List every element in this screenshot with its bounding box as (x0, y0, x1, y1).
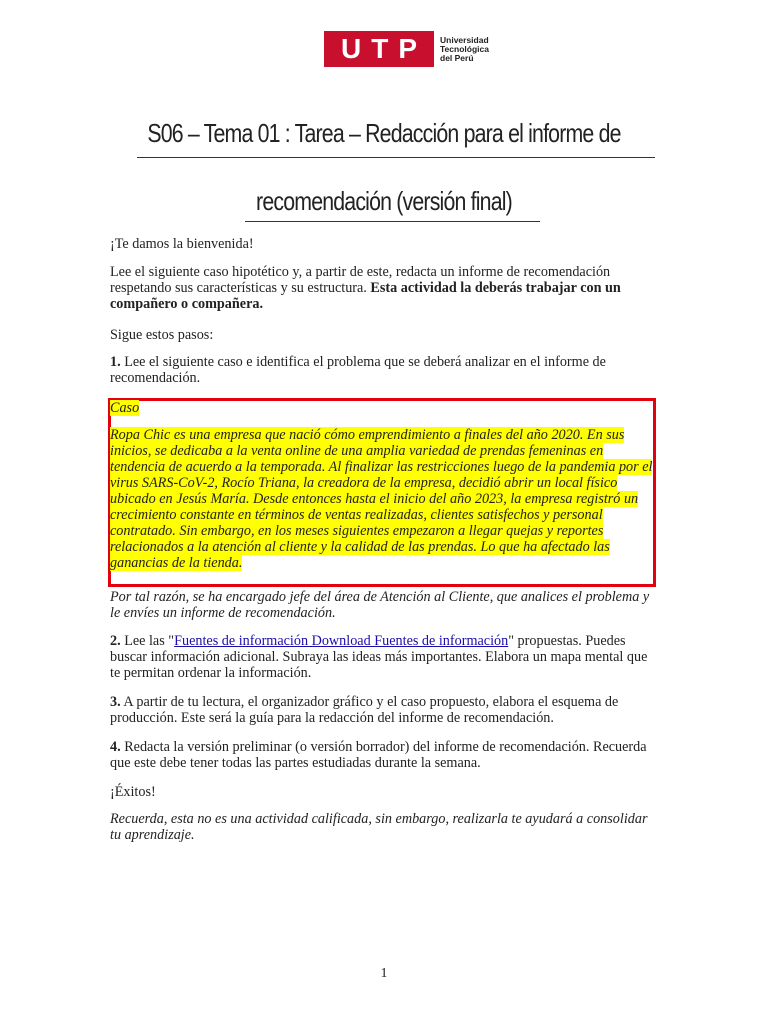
step-4-number: 4. (110, 739, 121, 755)
page-number: 1 (380, 966, 388, 981)
step-2-pre: Lee las " (120, 633, 175, 649)
case-body (110, 427, 656, 571)
logo-letter-u: U (340, 33, 362, 64)
step-4 (110, 739, 660, 771)
case-body-text: Ropa Chic es una empresa que nació cómo emprendimiento a finales del año 2020. En sus inicios, se dedicaba a la venta online de una amplia variedad de prendas femeninas en tendencia de acuerdo a la temporada. Al finalizar las restricciones luego de la pandemia por el virus SARS-CoV-2, Rocío Triana, la creadora de la empresa, decidió abrir un local físico ubicado en Jesús María. Desde entonces hasta el inicio del año 2023, la empresa registró un crecimiento constante en términos de ventas realizadas, clientes satisfechos y personal contratado. Sin embargo, en los meses siguientes empezaron a llegar quejas y reportes relacionados a la atención al cliente y la calidad de las prendas. Lo que ha afectado las ganancias de la tienda. (110, 427, 653, 571)
document-title-line-1: S06 – Tema 01 : Tarea – Redacción para el informe de (147, 118, 621, 148)
utp-logo-mark (324, 31, 434, 67)
success-text: ¡Éxitos! (110, 784, 156, 800)
step-2-post: " propuestas. Puedes buscar información adicional. Subraya las ideas más importantes. Elabora un mapa mental que te permitan ordenar la información. (110, 633, 648, 681)
fuentes-informacion-link[interactable]: Fuentes de información Download Fuentes de información (174, 633, 509, 649)
step-3-text: A partir de tu lectura, el organizador gráfico y el caso propuesto, elabora el esquema de producción. Este será la guía para la redacción del informe de recomendación. (110, 694, 619, 726)
logo-letter-p: P (398, 33, 418, 64)
intro-paragraph (110, 264, 660, 312)
step-3 (110, 694, 660, 726)
step-2 (110, 633, 660, 681)
step-1-number: 1. (110, 354, 121, 370)
title-underline-2 (245, 221, 540, 222)
logo-letter-t: T (371, 33, 389, 64)
logo-line-1: Universidad (440, 34, 489, 45)
document-title-line-2: recomendación (versión final) (256, 186, 512, 216)
step-4-text: Redacta la versión preliminar (o versión borrador) del informe de recomendación. Recuerda que este debe tener todas las partes estudiadas durante la semana. (110, 739, 647, 771)
step-1-text: Lee el siguiente caso e identifica el problema que se deberá analizar en el informe de recomendación. (110, 354, 606, 386)
step-2-number: 2. (110, 633, 121, 649)
logo-line-3: del Perú (440, 52, 474, 63)
logo-wordmark (440, 36, 489, 63)
welcome-text: ¡Te damos la bienvenida! (110, 236, 254, 252)
step-1 (110, 354, 660, 386)
intro-text: Lee el siguiente caso hipotético y, a partir de este, redacta un informe de recomendación respetando sus características y su estructura. (110, 264, 611, 296)
case-heading (110, 400, 660, 416)
step-3-number: 3. (110, 694, 121, 710)
intro-bold-text: Esta actividad la deberás trabajar con un compañero o compañera. (110, 280, 621, 312)
case-after-text: Por tal razón, se ha encargado jefe del área de Atención al Cliente, que analices el problema y le envíes un informe de recomendación. (110, 589, 650, 621)
title-underline-1 (137, 157, 655, 158)
closing-note: Recuerda, esta no es una actividad calificada, sin embargo, realizarla te ayudará a consolidar tu aprendizaje. (110, 811, 648, 843)
utp-logo (324, 31, 489, 67)
logo-line-2: Tecnológica (440, 43, 489, 54)
case-heading-text: Caso (110, 400, 140, 416)
steps-intro: Sigue estos pasos: (110, 327, 214, 343)
